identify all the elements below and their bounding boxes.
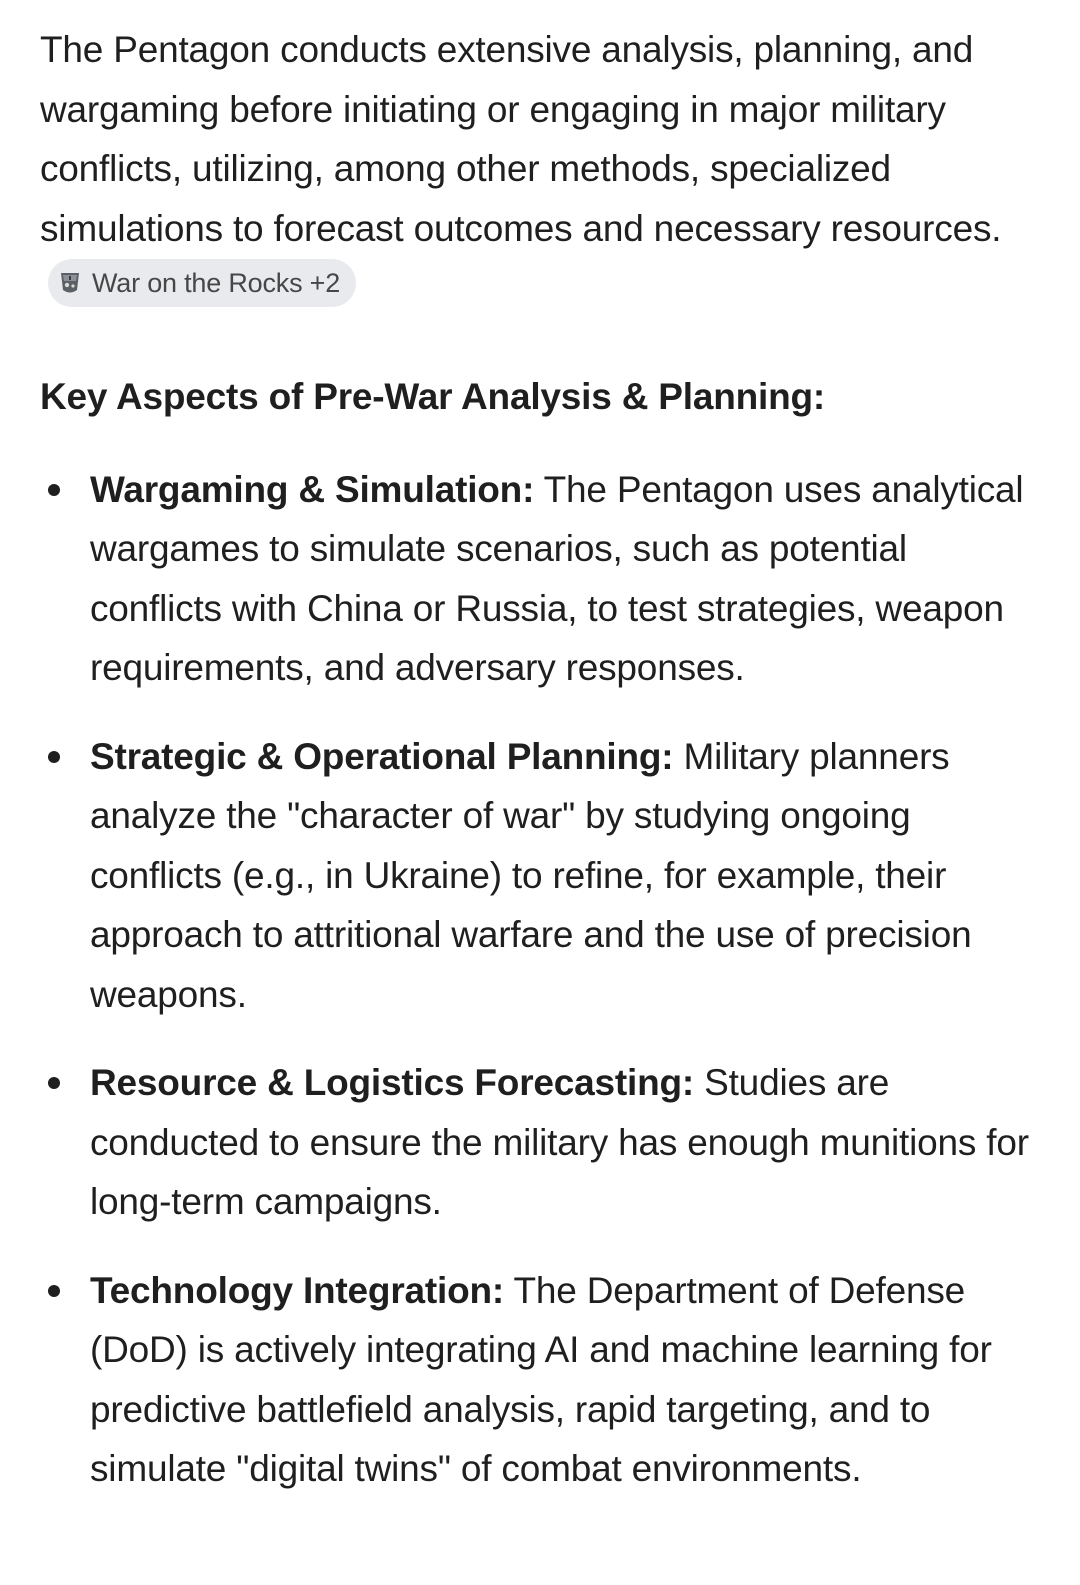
bullet-dot bbox=[48, 484, 60, 496]
list-item-title: Wargaming & Simulation: bbox=[90, 468, 535, 510]
bullet-dot bbox=[48, 1285, 60, 1297]
source-favicon-icon bbox=[58, 270, 82, 296]
key-aspects-list bbox=[40, 460, 1040, 1499]
list-item-title: Resource & Logistics Forecasting: bbox=[90, 1062, 695, 1103]
bullet-dot bbox=[48, 751, 60, 763]
source-chip[interactable] bbox=[48, 259, 356, 307]
list-item-body: The Department of Defense (DoD) is actively integrating AI and machine learning for predictive battlefield analysis, rapid targeting, and to simulate "digital twins" of combat environments. bbox=[90, 1269, 992, 1489]
list-item-title: Technology Integration: bbox=[90, 1269, 505, 1311]
list-item-body: Studies are conducted to ensure the military has enough munitions for long-term campaigns. bbox=[90, 1062, 1029, 1222]
section-heading: Key Aspects of Pre-War Analysis & Planning: bbox=[40, 375, 826, 417]
intro-text: The Pentagon conducts extensive analysis, planning, and wargaming before initiating or engaging in major military conflicts, utilizing, among other methods, specialized simulations to forecast outcomes and necessary resources. bbox=[40, 29, 1002, 249]
list-item-title: Strategic & Operational Planning: bbox=[90, 735, 674, 777]
list-item bbox=[40, 460, 1040, 698]
list-item bbox=[40, 1261, 1040, 1499]
source-chip-label: War on the Rocks +2 bbox=[92, 268, 341, 298]
intro-paragraph bbox=[40, 20, 1040, 318]
list-item bbox=[40, 1053, 1040, 1232]
list-item-body: Military planners analyze the "character of war" by studying ongoing conflicts (e.g., in Ukraine) to refine, for example, their approach to attritional warfare and the use of precision weapons. bbox=[90, 735, 972, 1015]
bullet-dot bbox=[48, 1077, 60, 1089]
list-item-body: The Pentagon uses analytical wargames to simulate scenarios, such as potential conflicts with China or Russia, to test strategies, weapon requirements, and adversary responses. bbox=[90, 468, 1024, 688]
list-item bbox=[40, 727, 1040, 1025]
